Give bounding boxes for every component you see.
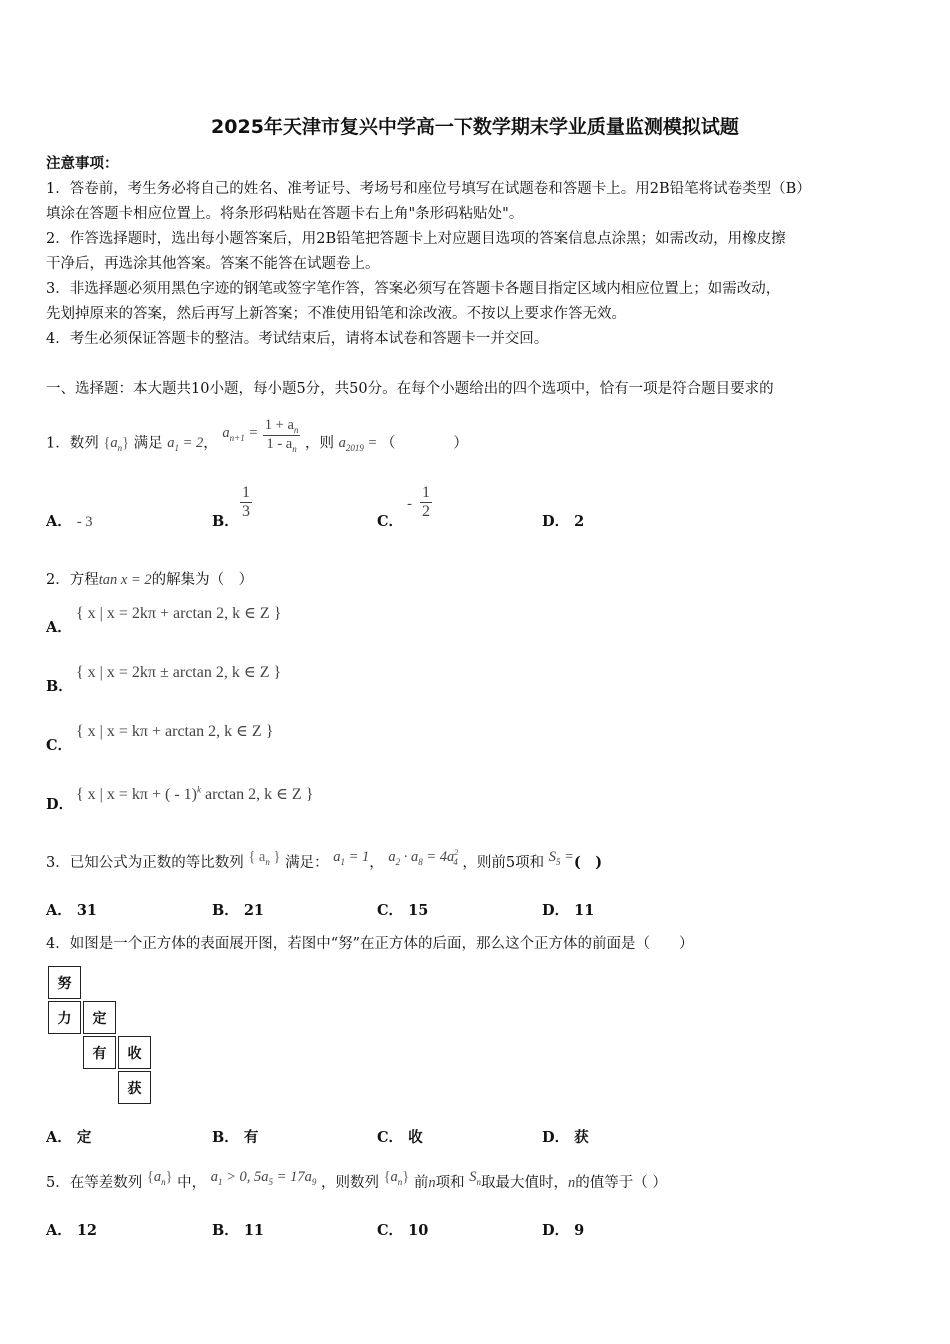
q2-option-d: { x | x = kπ + ( - 1)$^k$ arctan 2, k ∈ Z } bbox=[76, 784, 314, 803]
question-2: 2．方程tan x = 2的解集为（ ） bbox=[46, 572, 254, 588]
q1-ask: $a_{2019}$ = bbox=[338, 435, 381, 454]
notice-line-2b: 干净后，再选涂其他答案。答案不能答在试题卷上。 bbox=[46, 256, 380, 272]
cube-net-figure bbox=[48, 966, 148, 1106]
q5-seq: $\{a_n\}$ bbox=[146, 1169, 173, 1187]
q2-option-c: { x | x = kπ + arctan 2, k ∈ Z } bbox=[76, 723, 274, 740]
q1-paren: （ ） bbox=[380, 435, 468, 452]
q3-option-d: D． 11 bbox=[542, 902, 595, 919]
q5-option-b: B． 11 bbox=[212, 1222, 265, 1239]
notice-heading: 注意事项： bbox=[46, 155, 119, 172]
q1-then: ，则 bbox=[305, 435, 334, 452]
notice-line-4: 4．考生必须保证答题卡的整洁。考试结束后，请将本试卷和答题卡一并交回。 bbox=[46, 331, 549, 347]
q2-option-a-label: A． bbox=[46, 619, 72, 636]
q1-text-2: 满足 bbox=[133, 435, 163, 452]
question-4: 4．如图是一个正方体的表面展开图，若图中“努”在正方体的后面，那么这个正方体的前面是（ ） bbox=[46, 936, 694, 952]
q1-comma: ， bbox=[203, 435, 218, 452]
q3-seq: { $a_n$ } bbox=[248, 849, 281, 867]
q1-option-d: D． 2 bbox=[542, 513, 585, 530]
q5-option-d: D． 9 bbox=[542, 1222, 585, 1239]
section-heading: 一、选择题：本大题共10小题，每小题5分，共50分。在每个小题给出的四个选项中，恰有一项是符合题目要求的 bbox=[46, 381, 774, 397]
q1-seq: $\{a_n\}$ bbox=[103, 435, 130, 454]
q2-equation: tan x = 2 bbox=[98, 572, 152, 588]
net-cell-4: 有 bbox=[83, 1036, 116, 1069]
q4-option-a: A． 定 bbox=[46, 1129, 92, 1146]
notice-line-1b: 填涂在答题卡相应位置上。将条形码粘贴在答题卡右上角"条形码粘贴处"。 bbox=[46, 206, 524, 222]
page-title: 2025年天津市复兴中学高一下数学期末学业质量监测模拟试题 bbox=[211, 116, 739, 138]
net-cell-1: 努 bbox=[48, 966, 81, 999]
notice-line-3a: 3．非选择题必须用黑色字迹的钢笔或签字笔作答，答案必须写在答题卡各题目指定区域内相应位置上；如需改动， bbox=[46, 281, 781, 297]
net-cell-2: 力 bbox=[48, 1001, 81, 1034]
q3-cond-1: $a_1 = 1$ bbox=[333, 849, 370, 867]
q1-recurrence: $a_{n+1}$ = bbox=[222, 425, 259, 444]
notice-line-3b: 先划掉原来的答案，然后再写上新答案；不准使用铅笔和涂改液。不按以上要求作答无效。 bbox=[46, 306, 626, 322]
q1-option-c: C． bbox=[377, 513, 404, 530]
q1-text-1: 数列 bbox=[69, 435, 99, 452]
q3-sum: $S_5$ = bbox=[548, 849, 574, 867]
question-5: 5．在等差数列 $\{a_n\}$ 中， $a_1 > 0$, $5a_5 = 17a_9$ ，则数列 $\{a_n\}$ 前n项和 $S_n$取最大值时，n的值等于（ ） bbox=[46, 1169, 667, 1191]
net-cell-3: 定 bbox=[83, 1001, 116, 1034]
q4-option-c: C． 收 bbox=[377, 1129, 423, 1146]
q5-seq-2: $\{a_n\}$ bbox=[383, 1169, 410, 1187]
q1-option-b: B． bbox=[212, 513, 239, 530]
q5-n: n bbox=[428, 1175, 436, 1191]
q4-option-d: D． 获 bbox=[542, 1129, 589, 1146]
q2-option-c-label: C． bbox=[46, 737, 73, 754]
net-cell-6: 获 bbox=[118, 1071, 151, 1104]
q1-option-a: A． - 3 bbox=[46, 513, 93, 530]
q1-option-c-fraction: $\frac{1}{2}$ bbox=[422, 484, 430, 520]
question-1 bbox=[46, 417, 468, 462]
notice-line-1a: 1．答卷前，考生务必将自己的姓名、准考证号、考场号和座位号填写在试题卷和答题卡上。用2B铅笔将试卷类型（B） bbox=[46, 181, 811, 197]
q2-option-a: { x | x = 2kπ + arctan 2, k ∈ Z } bbox=[76, 605, 282, 622]
q5-cond: $a_1 > 0$, $5a_5 = 17a_9$ bbox=[210, 1169, 317, 1187]
q3-option-b: B． 21 bbox=[212, 902, 265, 919]
q5-option-a: A． 12 bbox=[46, 1222, 98, 1239]
q3-option-c: C． 15 bbox=[377, 902, 429, 919]
notice-line-2a: 2．作答选择题时，选出每小题答案后，用2B铅笔把答题卡上对应题目选项的答案信息点涂黑；如需改动，用橡皮擦 bbox=[46, 231, 786, 247]
q5-sn: $S_n$ bbox=[469, 1169, 481, 1187]
q2-option-b: { x | x = 2kπ ± arctan 2, k ∈ Z } bbox=[76, 664, 282, 681]
net-cell-5: 收 bbox=[118, 1036, 151, 1069]
q2-option-d-label: D． bbox=[46, 796, 74, 813]
q4-option-b: B． 有 bbox=[212, 1129, 259, 1146]
q2-option-b-label: B． bbox=[46, 678, 73, 695]
q3-cond-2: $a_2 \cdot a_8 = 4a^2_4$ bbox=[388, 848, 459, 867]
q1-option-b-fraction: $\frac{1}{3}$ bbox=[242, 484, 250, 520]
question-3: 3．已知公式为正数的等比数列 { $a_n$ } 满足： $a_1 = 1$， $a_2 \cdot a_8 = 4a^2_4$ ，则前5项和 $S_5$ =( ) bbox=[46, 848, 603, 871]
q1-cond: $a_1 = 2$ bbox=[167, 435, 204, 454]
q3-option-a: A． 31 bbox=[46, 902, 98, 919]
q1-recurrence-fraction: $\frac{1 + a_n}{1 - a_n}$ bbox=[264, 417, 299, 454]
q1-option-c-sign: - bbox=[407, 496, 412, 512]
q5-option-c: C． 10 bbox=[377, 1222, 429, 1239]
q1-number: 1． bbox=[46, 435, 70, 452]
